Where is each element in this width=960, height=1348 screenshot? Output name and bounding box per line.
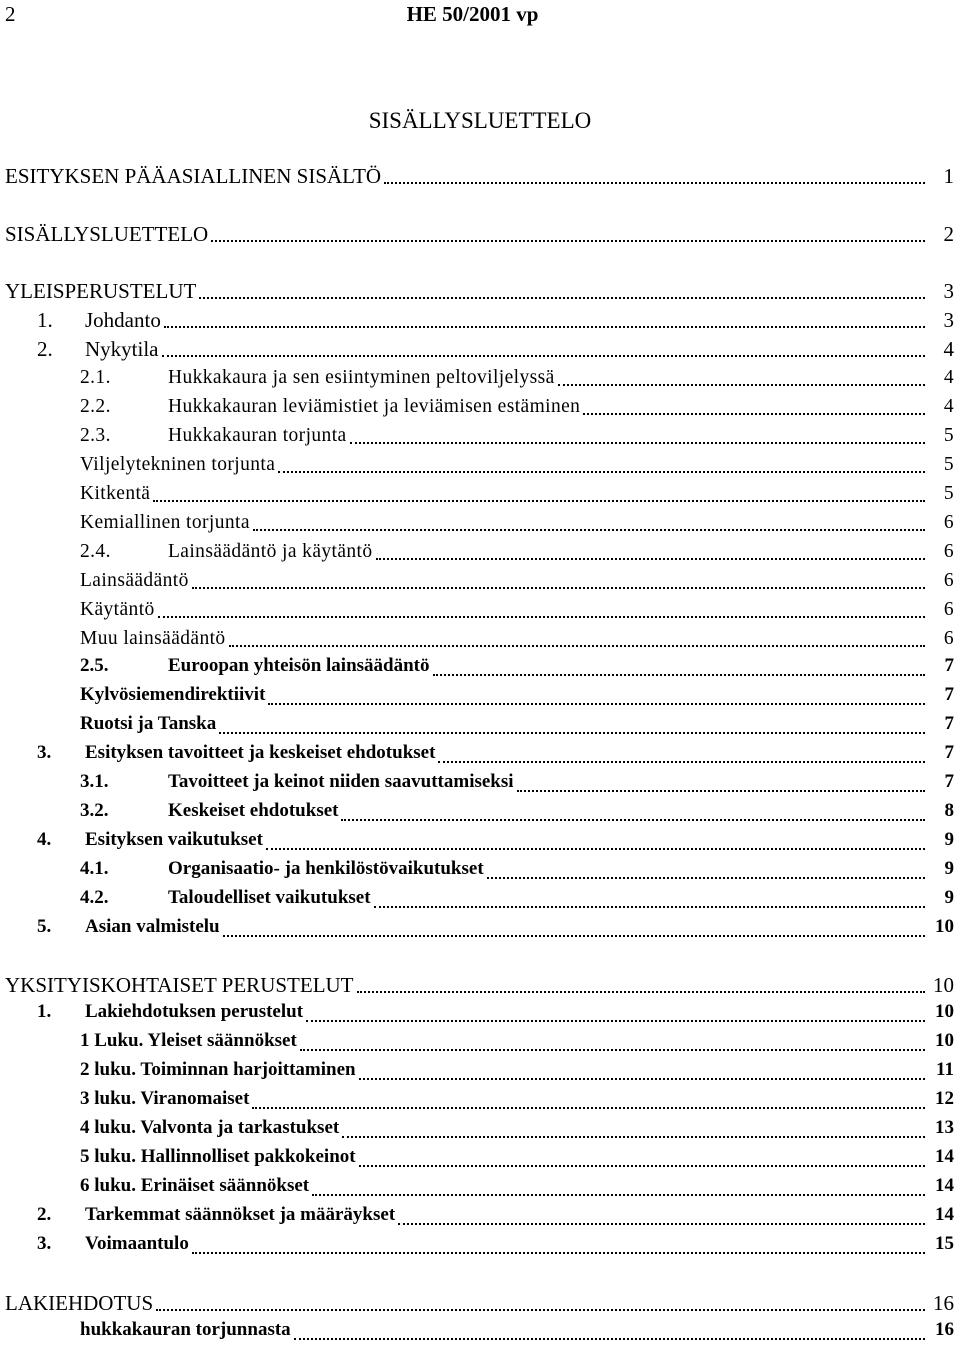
dot-leader: [266, 848, 925, 850]
toc-entry-text: Kemiallinen torjunta: [80, 512, 250, 533]
toc-entry-page: 9: [944, 829, 954, 850]
toc-entry-page: 6: [943, 541, 954, 562]
toc-entry-page: 6: [943, 599, 954, 620]
dot-leader: [300, 1049, 925, 1051]
toc-entry-text: Keskeiset ehdotukset: [168, 800, 339, 821]
toc-entry-page: 7: [944, 742, 954, 763]
toc-entry-text: Euroopan yhteisön lainsäädäntö: [168, 655, 430, 676]
toc-entry-page: 10: [935, 1001, 954, 1022]
toc-entry-2-1[interactable]: [0, 365, 960, 391]
toc-entry-page: 12: [935, 1088, 954, 1109]
toc-entry-page: 6: [943, 628, 954, 649]
toc-entry-number: 3.2.: [80, 800, 109, 821]
toc-entry-text: 1 Luku. Yleiset säännökset: [80, 1030, 297, 1051]
toc-entry-page: 5: [943, 454, 954, 475]
dot-leader: [252, 1107, 925, 1109]
toc-entry-page: 7: [944, 684, 954, 705]
toc-entry-text: 6 luku. Erinäiset säännökset: [80, 1175, 310, 1196]
toc-entry-page: 14: [935, 1175, 954, 1196]
toc-entry-text: Asian valmistelu: [85, 916, 220, 937]
dot-leader: [164, 326, 925, 328]
toc-title: SISÄLLYSLUETTELO: [368, 108, 592, 133]
toc-entry-text: Esityksen vaikutukset: [85, 829, 263, 850]
dot-leader: [359, 1078, 925, 1080]
toc-entry-page: 4: [943, 367, 954, 388]
document-id: HE 50/2001 vp: [406, 2, 539, 26]
toc-entry-lakiehdotus[interactable]: [0, 1290, 960, 1316]
dot-leader: [158, 616, 925, 618]
toc-entry-number: 2.2.: [80, 396, 111, 417]
toc-entry-text: Nykytila: [85, 337, 159, 361]
toc-entry-page: 3: [943, 279, 954, 303]
toc-entry-ruotsi-ja-tanska[interactable]: [0, 713, 960, 739]
toc-entry-3-1[interactable]: [0, 771, 960, 797]
toc-entry-page: 6: [943, 570, 954, 591]
toc-entry-yleisperustelut[interactable]: [0, 278, 960, 304]
toc-entry-page: 2: [943, 222, 954, 246]
toc-entry-text: hukkakauran torjunnasta: [80, 1319, 291, 1340]
dot-leader: [294, 1338, 925, 1340]
toc-entry-text: 2 luku. Toiminnan harjoittaminen: [80, 1059, 356, 1080]
toc-entry-tarkemmat-saannokset[interactable]: [0, 1204, 960, 1230]
toc-entry-number: 2.1.: [80, 367, 111, 388]
toc-entry-text: SISÄLLYSLUETTELO: [5, 222, 209, 246]
dot-leader: [192, 587, 925, 589]
toc-entry-text: Organisaatio- ja henkilöstövaikutukset: [168, 858, 484, 879]
toc-entry-text: Hukkakaura ja sen esiintyminen peltoviljelyssä: [168, 367, 555, 388]
toc-entry-2-3[interactable]: [0, 423, 960, 449]
toc-entry-page: 7: [944, 713, 954, 734]
toc-entry-number: 1.: [37, 308, 53, 332]
toc-entry-page: 9: [944, 858, 954, 879]
toc-entry-text: Tavoitteet ja keinot niiden saavuttamiseksi: [168, 771, 514, 792]
toc-entry-number: 3.: [37, 1233, 52, 1254]
toc-entry-number: 2.5.: [80, 655, 109, 676]
dot-leader: [229, 645, 925, 647]
toc-entry-2-5[interactable]: [0, 655, 960, 681]
toc-entry-4-1[interactable]: [0, 858, 960, 884]
toc-entry-page: 5: [943, 425, 954, 446]
toc-entry-text: 4 luku. Valvonta ja tarkastukset: [80, 1117, 340, 1138]
toc-entry-lainsaadanto[interactable]: [0, 568, 960, 594]
toc-entry-text: Lakiehdotuksen perustelut: [85, 1001, 304, 1022]
toc-entry-number: 3.: [37, 742, 52, 763]
toc-entry-number: 3.1.: [80, 771, 109, 792]
toc-entry-text: Muu lainsäädäntö: [80, 628, 226, 649]
toc-entry-page: 15: [935, 1233, 954, 1254]
toc-entry-kylvosiemendirektiivit[interactable]: [0, 684, 960, 710]
toc-entry-page: 7: [944, 655, 954, 676]
toc-entry-hukkakauran-torjunnasta[interactable]: [0, 1319, 960, 1345]
dot-leader: [398, 1223, 925, 1225]
toc-entry-number: 2.: [37, 1204, 52, 1225]
dot-leader: [211, 240, 925, 242]
dot-leader: [223, 935, 925, 937]
toc-entry-nykytila[interactable]: [0, 336, 960, 362]
toc-entry-voimaantulo[interactable]: [0, 1233, 960, 1259]
toc-entry-lakiehdotuksen-perustelut[interactable]: [0, 1001, 960, 1027]
toc-entry-text: Tarkemmat säännökset ja määräykset: [85, 1204, 396, 1225]
toc-entry-3-2[interactable]: [0, 800, 960, 826]
toc-entry-number: 4.1.: [80, 858, 109, 879]
toc-entry-page: 1: [943, 164, 954, 188]
toc-entry-page: 13: [935, 1117, 954, 1138]
toc-entry-text: Kylvösiemendirektiivit: [80, 684, 266, 705]
toc-entry-page: 11: [936, 1059, 954, 1080]
toc-entry-page: 4: [943, 337, 954, 361]
toc-entry-2-2[interactable]: [0, 394, 960, 420]
toc-entry-luku-1[interactable]: [0, 1030, 960, 1056]
toc-entry-page: 8: [944, 800, 954, 821]
dot-leader: [342, 1136, 925, 1138]
toc-entry-muu-lainsaadanto[interactable]: [0, 626, 960, 652]
dot-leader: [156, 1309, 925, 1311]
toc-entry-number: 2.: [37, 337, 53, 361]
toc-entry-text: Käytäntö: [80, 599, 155, 620]
toc-entry-luku-2[interactable]: [0, 1059, 960, 1085]
toc-entry-number: 4.: [37, 829, 52, 850]
toc-entry-page: 7: [944, 771, 954, 792]
toc-entry-kitkenta[interactable]: [0, 481, 960, 507]
dot-leader: [487, 877, 925, 879]
toc-entry-4-2[interactable]: [0, 887, 960, 913]
toc-entry-text: Taloudelliset vaikutukset: [168, 887, 371, 908]
toc-entry-sisallysluettelo[interactable]: [0, 221, 960, 247]
toc-entry-text: Lainsäädäntö ja käytäntö: [168, 541, 373, 562]
dot-leader: [278, 471, 925, 473]
toc-entry-page: 16: [933, 1291, 954, 1315]
toc-entry-page: 9: [944, 887, 954, 908]
toc-entry-luku-4[interactable]: [0, 1117, 960, 1143]
toc-entry-text: Hukkakauran torjunta: [168, 425, 347, 446]
toc-entry-text: Esityksen tavoitteet ja keskeiset ehdotukset: [85, 742, 436, 763]
toc-entry-page: 4: [943, 396, 954, 417]
toc-entry-text: Voimaantulo: [85, 1233, 189, 1254]
toc-entry-johdanto[interactable]: [0, 307, 960, 333]
dot-leader: [433, 674, 925, 676]
toc-entry-page: 14: [935, 1146, 954, 1167]
toc-entry-luku-6[interactable]: [0, 1175, 960, 1201]
toc-entry-esityksen-paaasiallinen-sisalto[interactable]: [0, 163, 960, 189]
toc-entry-2-4[interactable]: [0, 539, 960, 565]
dot-leader: [357, 991, 925, 993]
toc-entry-luku-5[interactable]: [0, 1146, 960, 1172]
toc-entry-number: 2.4.: [80, 541, 111, 562]
page-number: 2: [5, 2, 16, 26]
dot-leader: [376, 558, 925, 560]
toc-entry-page: 10: [935, 1030, 954, 1051]
dot-leader: [306, 1020, 925, 1022]
toc-entry-yksityiskohtaiset-perustelut[interactable]: [0, 972, 960, 998]
toc-entry-text: ESITYKSEN PÄÄASIALLINEN SISÄLTÖ: [5, 164, 382, 188]
toc-entry-luku-3[interactable]: [0, 1088, 960, 1114]
dot-leader: [219, 732, 925, 734]
dot-leader: [359, 1165, 925, 1167]
toc-entry-text: Lainsäädäntö: [80, 570, 189, 591]
toc-entry-text: LAKIEHDOTUS: [5, 1291, 154, 1315]
dot-leader: [153, 500, 925, 502]
toc-entry-page: 5: [943, 483, 954, 504]
dot-leader: [384, 182, 925, 184]
toc-entry-text: YKSITYISKOHTAISET PERUSTELUT: [5, 973, 354, 997]
toc-entry-5[interactable]: [0, 916, 960, 942]
dot-leader: [312, 1194, 925, 1196]
toc-entry-text: Ruotsi ja Tanska: [80, 713, 217, 734]
dot-leader: [374, 906, 925, 908]
toc-entry-text: Kitkentä: [80, 483, 151, 504]
toc-entry-text: Viljelytekninen torjunta: [80, 454, 276, 475]
toc-entry-number: 1.: [37, 1001, 52, 1022]
toc-entry-page: 6: [943, 512, 954, 533]
toc-entry-kaytanto[interactable]: [0, 597, 960, 623]
toc-entry-text: YLEISPERUSTELUT: [5, 279, 197, 303]
toc-entry-page: 16: [935, 1319, 954, 1340]
dot-leader: [517, 790, 925, 792]
toc-entry-3[interactable]: [0, 742, 960, 768]
dot-leader: [268, 703, 925, 705]
toc-entry-text: 3 luku. Viranomaiset: [80, 1088, 250, 1109]
dot-leader: [350, 442, 925, 444]
toc-entry-number: 5.: [37, 916, 52, 937]
dot-leader: [558, 384, 925, 386]
toc-entry-text: 5 luku. Hallinnolliset pakkokeinot: [80, 1146, 356, 1167]
dot-leader: [341, 819, 925, 821]
toc-entry-number: 4.2.: [80, 887, 109, 908]
toc-entry-page: 3: [943, 308, 954, 332]
toc-entry-viljelytekninen-torjunta[interactable]: [0, 452, 960, 478]
dot-leader: [192, 1252, 925, 1254]
dot-leader: [162, 355, 926, 357]
toc-entry-number: 2.3.: [80, 425, 111, 446]
dot-leader: [253, 529, 925, 531]
toc-entry-4[interactable]: [0, 829, 960, 855]
toc-entry-kemiallinen-torjunta[interactable]: [0, 510, 960, 536]
dot-leader: [438, 761, 925, 763]
dot-leader: [583, 413, 925, 415]
dot-leader: [199, 297, 925, 299]
toc-entry-page: 10: [933, 973, 954, 997]
toc-entry-page: 10: [935, 916, 954, 937]
toc-entry-text: Johdanto: [85, 308, 161, 332]
toc-entry-text: Hukkakauran leviämistiet ja leviämisen estäminen: [168, 396, 581, 417]
toc-entry-page: 14: [935, 1204, 954, 1225]
